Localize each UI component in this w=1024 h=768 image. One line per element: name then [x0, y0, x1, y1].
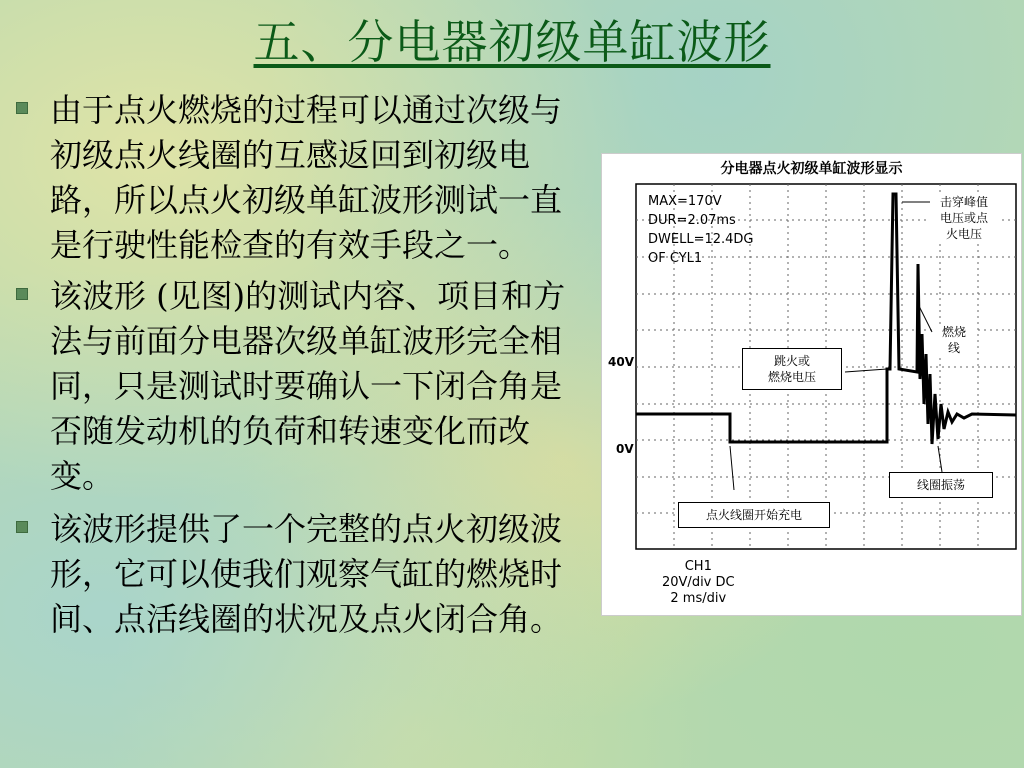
slide-title: 五、分电器初级单缸波形 — [253, 15, 771, 69]
spark-voltage-label: 跳火或 燃烧电压 — [742, 348, 842, 390]
coil-charge-label: 点火线圈开始充电 — [678, 502, 830, 528]
bullet-text: 由于点火燃烧的过程可以通过次级与初级点火线圈的互感返回到初级电路，所以点火初级单缸波形测试一直是行驶性能检查的有效手段之一。 — [50, 91, 563, 264]
peak-voltage-label: 击穿峰值 电压或点 火电压 — [930, 194, 998, 242]
bullet-square-icon — [16, 288, 28, 300]
burn-line-label: 燃烧 线 — [934, 324, 974, 356]
readout-duration: DUR=2.07ms — [648, 213, 736, 228]
readout-cylinder: OF CYL1 — [648, 251, 703, 266]
bullet-square-icon — [16, 102, 28, 114]
readout-panel — [648, 192, 754, 268]
scale-settings: CH1 20V/div DC 2 ms/div — [662, 559, 735, 606]
bullet-list — [14, 88, 584, 648]
readout-max: MAX=170V — [648, 194, 722, 209]
bullet-text: 该波形 (见图)的测试内容、项目和方法与前面分电器次级单缸波形完全相同，只是测试时要确认一下闭合角是否随发动机的负荷和转速变化而改变。 — [50, 277, 566, 495]
bullet-text: 该波形提供了一个完整的点火初级波形，它可以使我们观察气缸的燃烧时间、点活线圈的状况及点火闭合角。 — [50, 510, 563, 638]
bullet-item — [14, 88, 584, 268]
bullet-item — [14, 507, 584, 642]
axis-label-40v: 40V — [608, 355, 634, 369]
readout-dwell: DWELL=12.4DG — [648, 232, 754, 247]
axis-label-0v: 0V — [616, 442, 634, 456]
bullet-item — [14, 274, 584, 499]
figure-title: 分电器点火初级单缸波形显示 — [720, 161, 903, 177]
slide-title-wrap — [0, 6, 1024, 72]
waveform-figure — [601, 153, 1022, 616]
coil-ringing-label: 线圈振荡 — [889, 472, 993, 498]
bullet-square-icon — [16, 521, 28, 533]
